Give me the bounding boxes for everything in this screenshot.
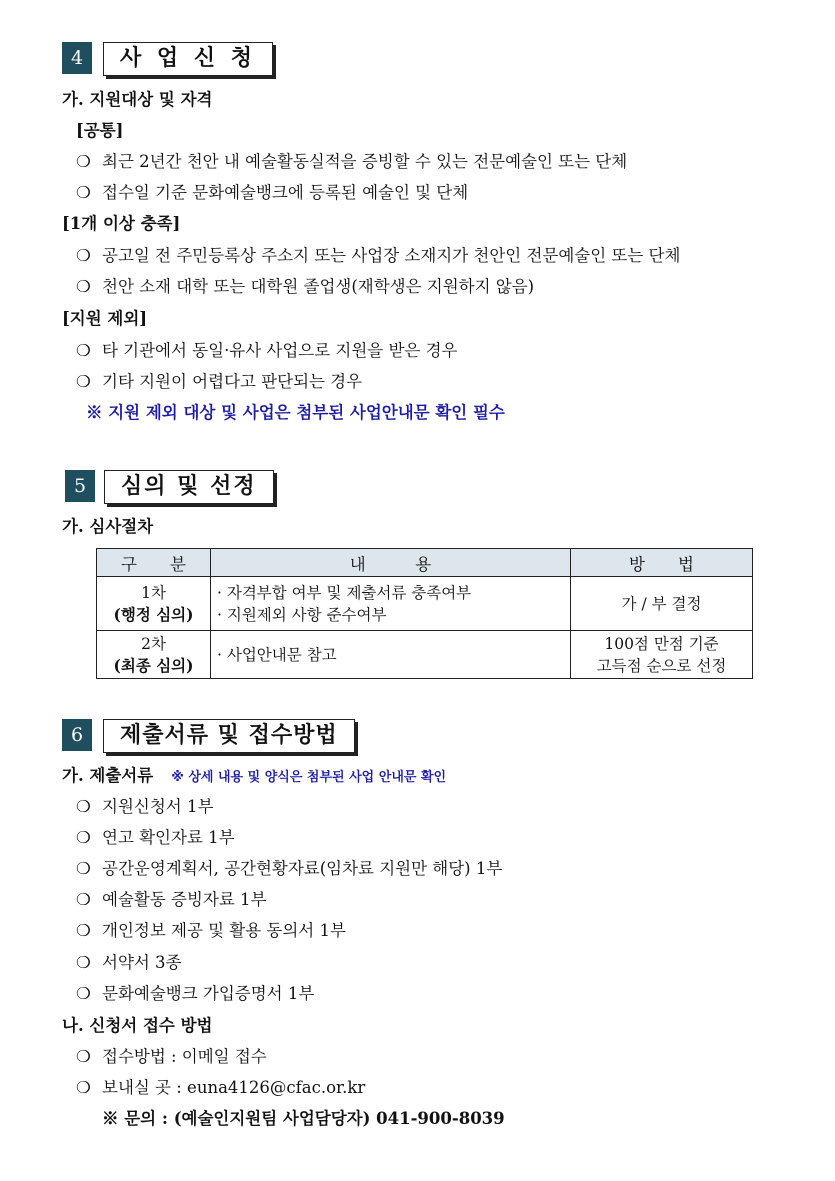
label-exclusion: [지원 제외] [62, 309, 148, 328]
stage-cell: 1차 (행정 심의) [97, 577, 211, 631]
exclusion-notice: ※ 지원 제외 대상 및 사업은 첨부된 사업안내문 확인 필수 [86, 403, 505, 422]
contact-info: ※ 문의 : (예술인지원팀 사업담당자) 041-900-8039 [102, 1109, 505, 1128]
list-item: ❍ 서약서 3종 [76, 953, 182, 972]
subheading-submission-method: 나. 신청서 접수 방법 [62, 1016, 213, 1035]
method-cell: 가 / 부 결정 [571, 577, 753, 631]
review-table [96, 548, 753, 679]
circle-bullet-icon: ❍ [76, 953, 91, 972]
circle-bullet-icon: ❍ [76, 921, 91, 940]
content-cell: · 자격부합 여부 및 제출서류 충족여부 · 지원제외 사항 준수여부 [211, 577, 571, 631]
list-item: ❍ 문화예술뱅크 가입증명서 1부 [76, 984, 315, 1003]
list-item: ❍ 접수방법 : 이메일 접수 [76, 1047, 267, 1066]
column-header: 방 법 [571, 549, 753, 577]
table-row [97, 631, 753, 679]
list-item: ❍ 공간운영계획서, 공간현황자료(임차료 지원만 해당) 1부 [76, 859, 503, 878]
list-item: ❍ 공고일 전 주민등록상 주소지 또는 사업장 소재지가 천안인 전문예술인 또는 단체 [76, 246, 681, 265]
subheading-eligibility: 가. 지원대상 및 자격 [62, 90, 213, 109]
list-item: ❍ 타 기관에서 동일·유사 사업으로 지원을 받은 경우 [76, 341, 458, 360]
circle-bullet-icon: ❍ [76, 797, 91, 816]
table-header-row [97, 549, 753, 577]
list-item: ❍ 연고 확인자료 1부 [76, 828, 235, 847]
list-item: ❍ 보내실 곳 : euna4126@cfac.or.kr [76, 1078, 366, 1097]
circle-bullet-icon: ❍ [76, 277, 91, 296]
circle-bullet-icon: ❍ [76, 372, 91, 391]
list-item: ❍ 천안 소재 대학 또는 대학원 졸업생(재학생은 지원하지 않음) [76, 277, 535, 296]
section-4-title: 사 업 신 청 [103, 42, 273, 76]
column-header: 구 분 [97, 549, 211, 577]
section-6-title: 제출서류 및 접수방법 [103, 719, 355, 753]
content-cell: · 사업안내문 참고 [211, 631, 571, 679]
list-item: ❍ 개인정보 제공 및 활용 동의서 1부 [76, 921, 346, 940]
column-header: 내 용 [211, 549, 571, 577]
circle-bullet-icon: ❍ [76, 890, 91, 909]
circle-bullet-icon: ❍ [76, 984, 91, 1003]
list-item: ❍ 지원신청서 1부 [76, 797, 214, 816]
circle-bullet-icon: ❍ [76, 859, 91, 878]
label-common: [공통] [76, 121, 124, 140]
list-item: ❍ 접수일 기준 문화예술뱅크에 등록된 예술인 및 단체 [76, 183, 469, 202]
list-item: ❍ 최근 2년간 천안 내 예술활동실적을 증빙할 수 있는 전문예술인 또는 단체 [76, 152, 628, 171]
circle-bullet-icon: ❍ [76, 341, 91, 360]
list-item: ❍ 예술활동 증빙자료 1부 [76, 890, 267, 909]
section-6-number: 6 [62, 719, 92, 751]
list-item: ❍ 기타 지원이 어렵다고 판단되는 경우 [76, 372, 363, 391]
label-one-or-more: [1개 이상 충족] [62, 214, 181, 233]
circle-bullet-icon: ❍ [76, 828, 91, 847]
circle-bullet-icon: ❍ [76, 152, 91, 171]
section-4-number: 4 [62, 42, 92, 74]
circle-bullet-icon: ❍ [76, 1047, 91, 1066]
section-5-title: 심의 및 선정 [104, 470, 274, 504]
subheading-review-process: 가. 심사절차 [62, 517, 154, 536]
table-row [97, 577, 753, 631]
stage-cell: 2차 (최종 심의) [97, 631, 211, 679]
circle-bullet-icon: ❍ [76, 183, 91, 202]
circle-bullet-icon: ❍ [76, 246, 91, 265]
method-cell: 100점 만점 기준 고득점 순으로 선정 [571, 631, 753, 679]
documents-note: ※ 상세 내용 및 양식은 첨부된 사업 안내문 확인 [171, 770, 447, 785]
circle-bullet-icon: ❍ [76, 1078, 91, 1097]
subheading-documents: 가. 제출서류 ※ 상세 내용 및 양식은 첨부된 사업 안내문 확인 [62, 766, 447, 785]
section-5-number: 5 [65, 470, 95, 502]
